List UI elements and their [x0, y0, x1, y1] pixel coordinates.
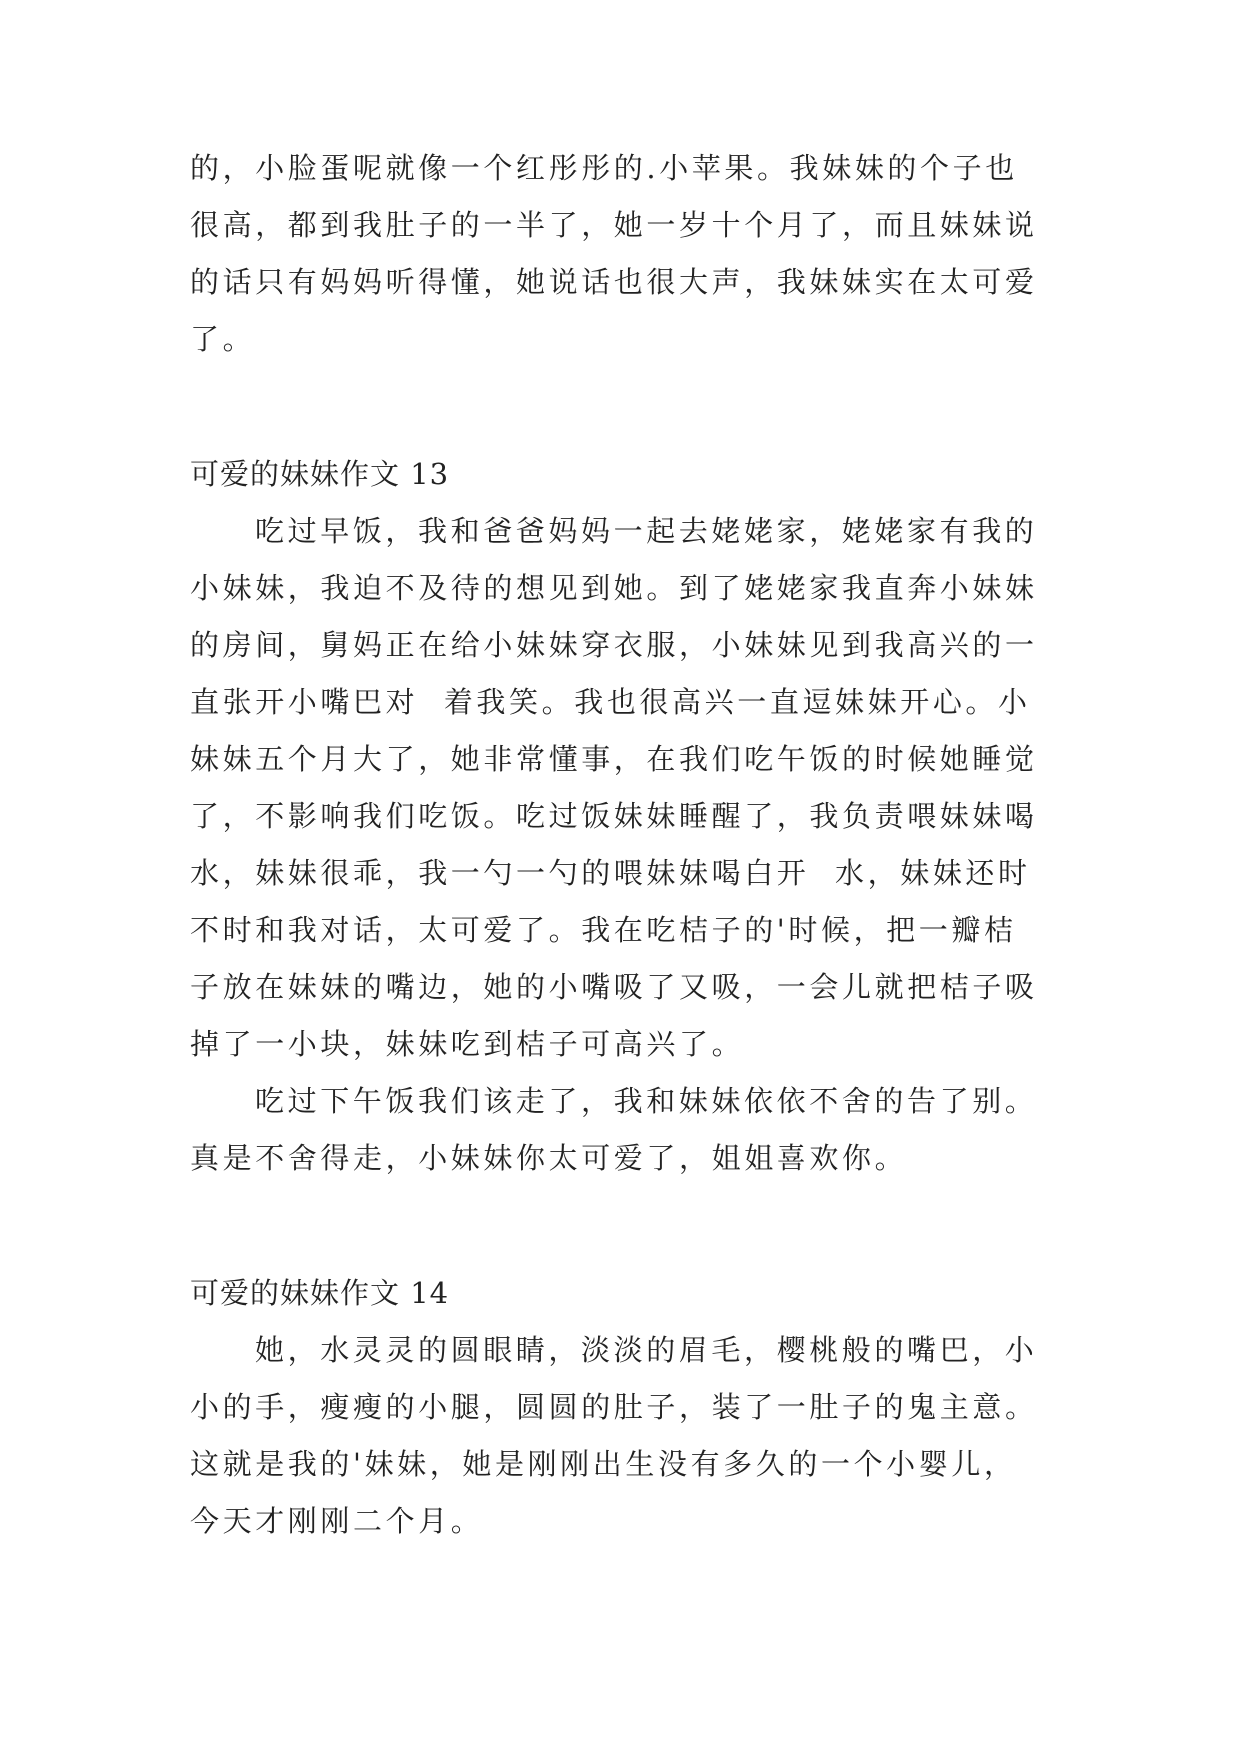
text-line: 水，妹妹很乖，我一勺一勺的喂妹妹喝白开 水，妹妹还时 — [190, 856, 1031, 890]
text-line: 的话只有妈妈听得懂，她说话也很大声，我妹妹实在太可爱 — [190, 265, 1038, 299]
text-line: 了，不影响我们吃饭。吃过饭妹妹睡醒了，我负责喂妹妹喝 — [190, 799, 1038, 833]
text-line: 吃过早饭，我和爸爸妈妈一起去姥姥家，姥姥家有我的 — [255, 514, 1038, 548]
text-line: 今天才刚刚二个月。 — [190, 1504, 484, 1538]
text-line: 妹妹五个月大了，她非常懂事，在我们吃午饭的时候她睡觉 — [190, 742, 1038, 776]
text-line: 小的手，瘦瘦的小腿，圆圆的肚子，装了一肚子的鬼主意。 — [190, 1390, 1038, 1424]
text-line: 子放在妹妹的嘴边，她的小嘴吸了又吸，一会儿就把桔子吸 — [190, 970, 1038, 1004]
essay-14-title: 可爱的妹妹作文 14 — [190, 1276, 450, 1310]
text-line: 这就是我的'妹妹，她是刚刚出生没有多久的一个小婴儿， — [190, 1447, 1017, 1481]
text-line: 直张开小嘴巴对 着我笑。我也很高兴一直逗妹妹开心。小 — [190, 685, 1031, 719]
text-line: 很高，都到我肚子的一半了，她一岁十个月了，而且妹妹说 — [190, 208, 1038, 242]
text-line: 吃过下午饭我们该走了，我和妹妹依依不舍的告了别。 — [255, 1084, 1038, 1118]
text-line: 小妹妹，我迫不及待的想见到她。到了姥姥家我直奔小妹妹 — [190, 571, 1038, 605]
text-line: 的，小脸蛋呢就像一个红彤彤的.小苹果。我妹妹的个子也 — [190, 151, 1018, 185]
text-line: 的房间，舅妈正在给小妹妹穿衣服，小妹妹见到我高兴的一 — [190, 628, 1038, 662]
text-line: 掉了一小块，妹妹吃到桔子可高兴了。 — [190, 1027, 745, 1061]
text-line: 不时和我对话，太可爱了。我在吃桔子的'时候，把一瓣桔 — [190, 913, 1017, 947]
text-line: 真是不舍得走，小妹妹你太可爱了，姐姐喜欢你。 — [190, 1141, 908, 1175]
essay-13-title: 可爱的妹妹作文 13 — [190, 457, 450, 491]
text-line: 她，水灵灵的圆眼睛，淡淡的眉毛，樱桃般的嘴巴，小 — [255, 1333, 1038, 1367]
text-line: 了。 — [190, 322, 256, 356]
